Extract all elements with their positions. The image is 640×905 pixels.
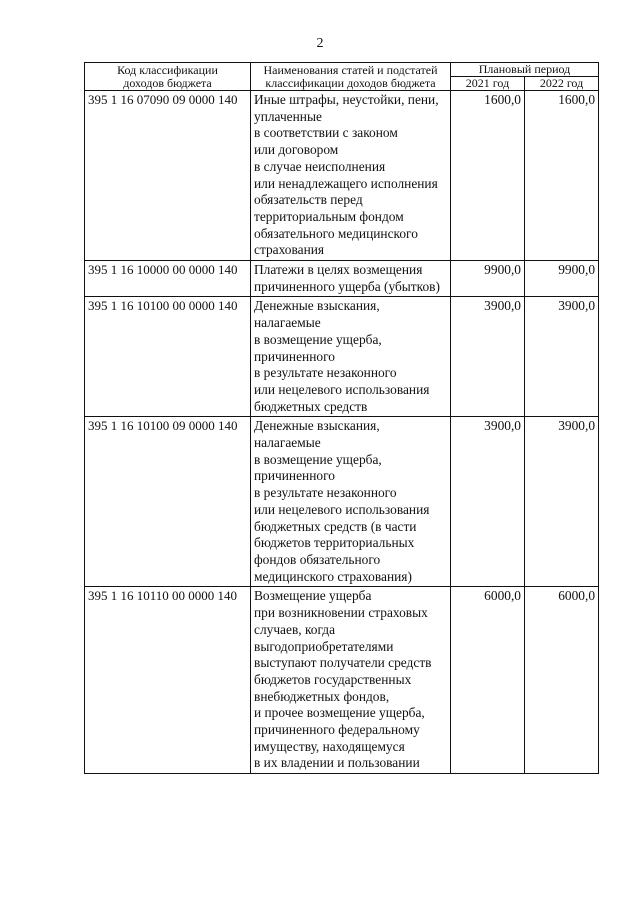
row-code: 395 1 16 10000 00 0000 140 <box>85 261 251 297</box>
row-amount-2021: 9900,0 <box>451 261 525 297</box>
header-period: Плановый период <box>451 63 599 77</box>
row-amount-2021: 3900,0 <box>451 297 525 417</box>
row-name-line: Платежи в целях возмещения <box>254 262 423 278</box>
row-amount-2022: 3900,0 <box>525 417 599 587</box>
row-name <box>251 417 451 587</box>
row-name-line: в соответствии с законом <box>254 125 398 141</box>
row-name-line: или нецелевого использования <box>254 381 430 397</box>
row-name-line: при возникновении страховых <box>254 605 428 621</box>
row-name <box>251 587 451 774</box>
row-name-line: выступают получатели средств <box>254 655 432 671</box>
row-name-line: причиненного федеральному <box>254 722 420 738</box>
row-name-line: бюджетных средств (в части <box>254 518 417 534</box>
row-name-line: причиненного <box>254 468 335 484</box>
row-name-line: территориальным фондом <box>254 208 404 224</box>
row-name-line: Возмещение ущерба <box>254 588 372 604</box>
header-name-line: Наименования статей и подстатей <box>263 62 438 77</box>
row-name-line: имуществу, находящемуся <box>254 738 405 754</box>
header-code <box>85 63 251 91</box>
row-name-line: обязательств перед <box>254 192 363 208</box>
row-name-line: или нецелевого использования <box>254 501 430 517</box>
row-name-line: налагаемые <box>254 315 321 331</box>
row-name-line: бюджетных средств <box>254 398 368 414</box>
row-name-line: в их владении и пользовании <box>254 755 420 771</box>
row-code: 395 1 16 10110 00 0000 140 <box>85 587 251 774</box>
row-name-line: причиненного ущерба (убытков) <box>254 278 440 294</box>
row-code: 395 1 16 07090 09 0000 140 <box>85 91 251 261</box>
row-name-line: страхования <box>254 242 325 258</box>
row-name-line: в результате незаконного <box>254 485 397 501</box>
table-row <box>85 587 599 774</box>
row-amount-2022: 6000,0 <box>525 587 599 774</box>
row-amount-2022: 1600,0 <box>525 91 599 261</box>
row-name-line: или ненадлежащего исполнения <box>254 175 438 191</box>
table-header-row <box>85 63 599 77</box>
row-name-line: в возмещение ущерба, <box>254 331 382 347</box>
table-row <box>85 261 599 297</box>
page-number: 2 <box>316 36 324 51</box>
row-amount-2021: 1600,0 <box>451 91 525 261</box>
header-name <box>251 63 451 91</box>
header-year-2022: 2022 год <box>525 77 599 91</box>
row-name-line: Денежные взыскания, <box>254 418 380 434</box>
row-name-line: внебюджетных фондов, <box>254 688 390 704</box>
table-row <box>85 417 599 587</box>
header-year-2021: 2021 год <box>451 77 525 91</box>
row-name-line: в возмещение ущерба, <box>254 451 382 467</box>
row-name-line: выгодоприобретателями <box>254 638 394 654</box>
row-name-line: в случае неисполнения <box>254 158 386 174</box>
header-name-line: классификации доходов бюджета <box>265 75 436 90</box>
header-code-line: доходов бюджета <box>123 75 212 90</box>
budget-revenue-table <box>84 62 599 774</box>
row-name-line: бюджетов государственных <box>254 671 412 687</box>
row-name-line: причиненного <box>254 348 335 364</box>
row-name-line: случаев, когда <box>254 621 336 637</box>
table-row <box>85 297 599 417</box>
row-code: 395 1 16 10100 00 0000 140 <box>85 297 251 417</box>
row-name-line: медицинского страхования) <box>254 568 412 584</box>
row-amount-2021: 6000,0 <box>451 587 525 774</box>
header-code-line: Код классификации <box>117 62 218 77</box>
row-name-line: Иные штрафы, неустойки, пени, <box>254 92 439 107</box>
row-name-line: и прочее возмещение ущерба, <box>254 705 425 721</box>
row-code: 395 1 16 10100 09 0000 140 <box>85 417 251 587</box>
row-name-line: или договором <box>254 142 339 158</box>
row-amount-2022: 9900,0 <box>525 261 599 297</box>
row-name-line: бюджетов территориальных <box>254 535 415 551</box>
row-name-line: обязательного медицинского <box>254 225 418 241</box>
row-name-line: Денежные взыскания, <box>254 298 380 314</box>
row-name-line: налагаемые <box>254 435 321 451</box>
row-name <box>251 91 451 261</box>
row-amount-2022: 3900,0 <box>525 297 599 417</box>
row-name-line: в результате незаконного <box>254 365 397 381</box>
row-name <box>251 297 451 417</box>
row-name <box>251 261 451 297</box>
row-name-line: уплаченные <box>254 108 322 124</box>
table-row <box>85 91 599 261</box>
row-amount-2021: 3900,0 <box>451 417 525 587</box>
row-name-line: фондов обязательного <box>254 551 381 567</box>
